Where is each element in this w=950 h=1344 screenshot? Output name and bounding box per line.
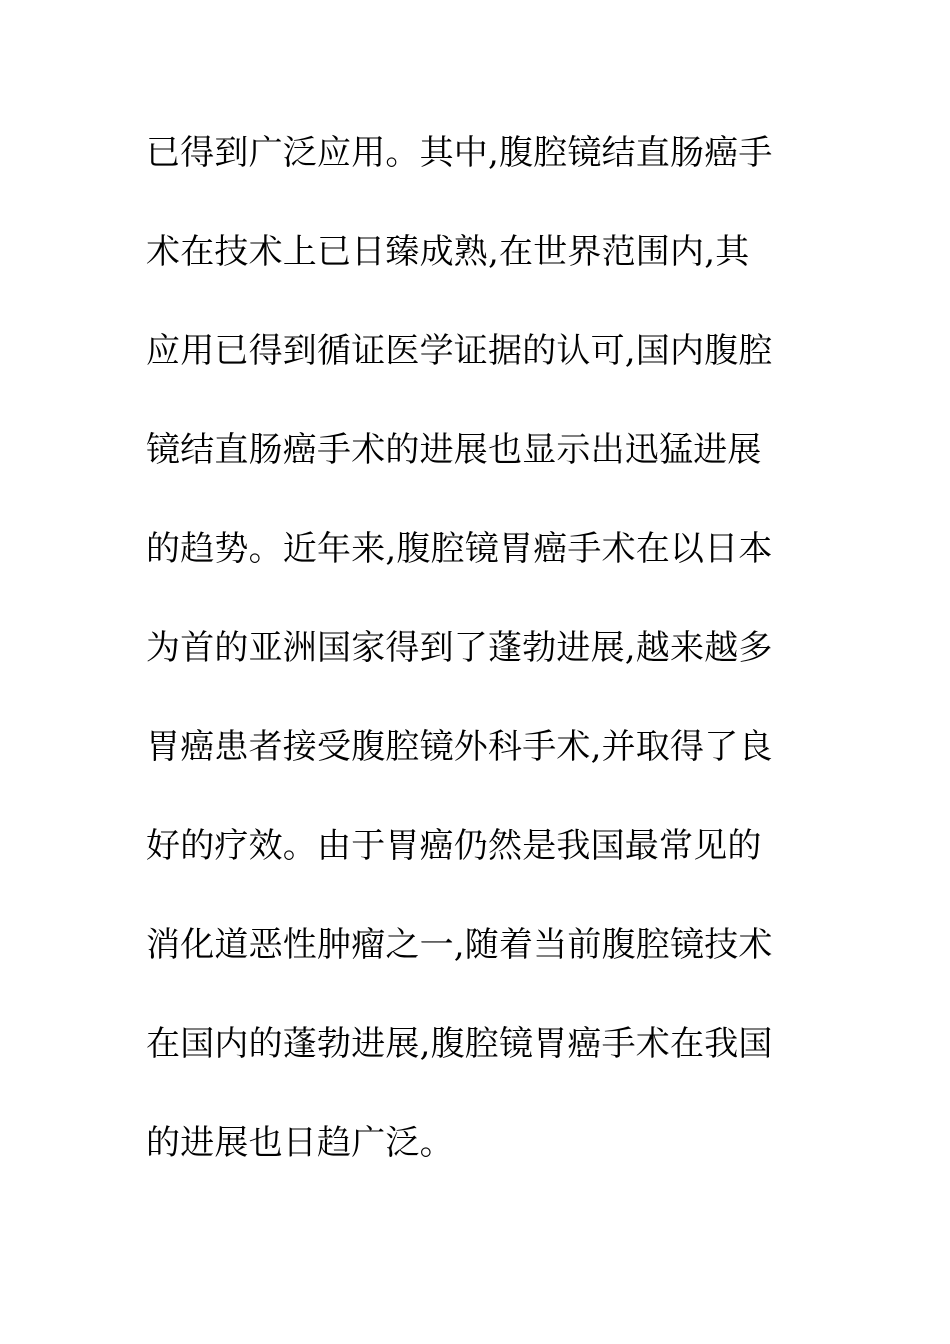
text-line: 胃癌患者接受腹腔镜外科手术,并取得了良 bbox=[146, 727, 773, 767]
body-paragraph bbox=[146, 124, 826, 1213]
text-line: 应用已得到循证医学证据的认可,国内腹腔 bbox=[146, 331, 773, 371]
text-line: 已得到广泛应用。其中,腹腔镜结直肠癌手 bbox=[146, 133, 773, 173]
text-line: 在国内的蓬勃进展,腹腔镜胃癌手术在我国 bbox=[146, 1024, 773, 1064]
text-line: 的趋势。近年来,腹腔镜胃癌手术在以日本 bbox=[146, 529, 773, 569]
text-line: 消化道恶性肿瘤之一,随着当前腹腔镜技术 bbox=[146, 925, 773, 965]
text-line: 的进展也日趋广泛。 bbox=[146, 1123, 454, 1163]
text-line: 镜结直肠癌手术的进展也显示出迅猛进展 bbox=[146, 430, 762, 470]
text-line: 术在技术上已日臻成熟,在世界范围内,其 bbox=[146, 232, 750, 272]
text-line: 好的疗效。由于胃癌仍然是我国最常见的 bbox=[146, 826, 762, 866]
text-line: 为首的亚洲国家得到了蓬勃进展,越来越多 bbox=[146, 628, 773, 668]
